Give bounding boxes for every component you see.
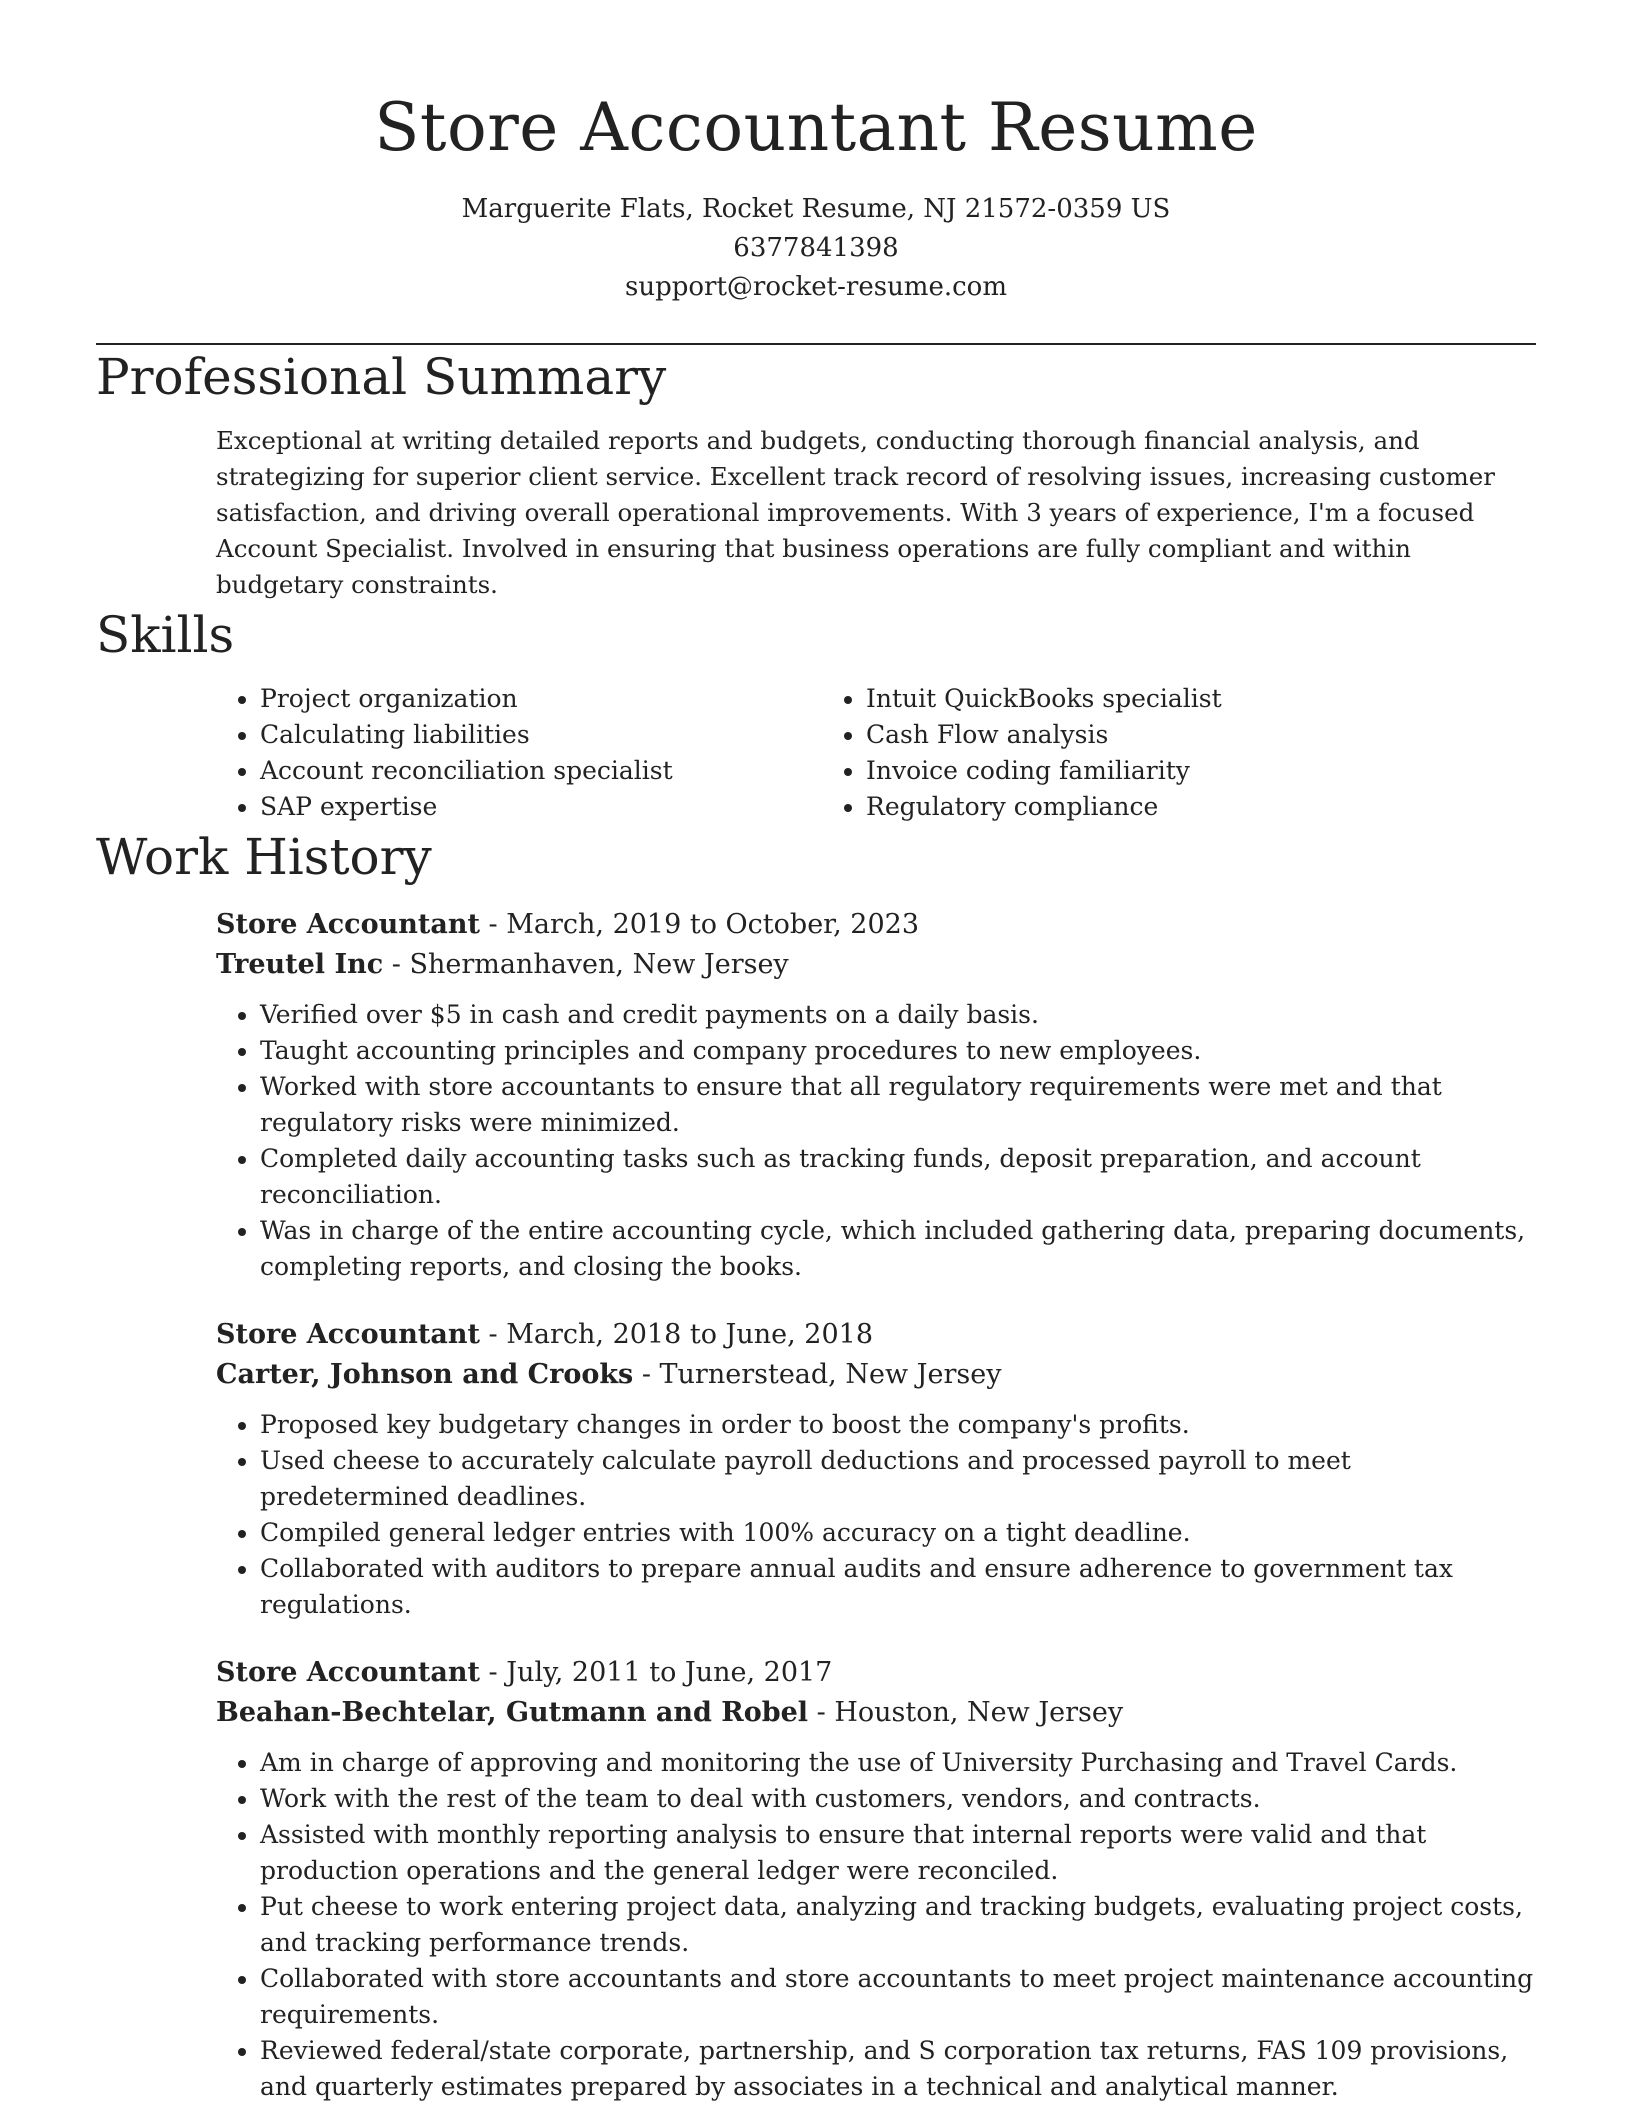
job-title-line	[216, 1315, 1536, 1355]
skill-item: • Project organization	[260, 681, 822, 717]
job-bullet: • Verified over $5 in cash and credit payments on a daily basis.	[260, 997, 1536, 1033]
job-entry	[216, 1653, 1536, 2105]
job-bullet: • Completed daily accounting tasks such as tracking funds, deposit preparation, and account reconciliation.	[260, 1141, 1536, 1213]
job-title-line	[216, 1653, 1536, 1693]
summary-text: Exceptional at writing detailed reports and budgets, conducting thorough financial analysis, and strategizing for superior client service. Excellent track record of resolving issues, increasing customer satisfaction, and driving overall operational improvements. With 3 years of experience, I'm a focused Account Specialist. Involved in ensuring that business operations are fully compliant and within budgetary constraints.	[216, 426, 1495, 599]
job-company: Treutel Inc	[216, 949, 384, 980]
job-dates: - March, 2019 to October, 2023	[479, 909, 919, 940]
job-bullet: • Was in charge of the entire accounting cycle, which included gathering data, preparing documents, completing reports, and closing the books.	[260, 1213, 1536, 1285]
job-location: - Shermanhaven, New Jersey	[383, 949, 789, 980]
skill-item: • Intuit QuickBooks specialist	[866, 681, 1428, 717]
resume-page	[96, 0, 1536, 2105]
job-entry	[216, 1315, 1536, 1623]
job-title: Store Accountant	[216, 1319, 480, 1350]
contact-email: support@rocket-resume.com	[624, 272, 1007, 302]
job-bullets	[216, 1407, 1536, 1623]
job-bullet: • Assisted with monthly reporting analysis to ensure that internal reports were valid and that production operations and the general ledger were reconciled.	[260, 1817, 1536, 1889]
job-bullet: • Worked with store accountants to ensure that all regulatory requirements were met and that regulatory risks were minimized.	[260, 1069, 1536, 1141]
skill-item: • Regulatory compliance	[866, 789, 1428, 825]
job-bullet: • Am in charge of approving and monitoring the use of University Purchasing and Travel Cards.	[260, 1745, 1536, 1781]
job-bullets	[216, 1745, 1536, 2105]
job-title-line	[216, 905, 1536, 945]
job-company-line	[216, 1693, 1536, 1733]
contact-phone: 6377841398	[733, 233, 899, 263]
job-company-line	[216, 945, 1536, 985]
job-title: Store Accountant	[216, 909, 480, 940]
skills-column-left	[216, 681, 822, 825]
job-bullet: • Collaborated with auditors to prepare annual audits and ensure adherence to government tax regulations.	[260, 1551, 1536, 1623]
job-bullet: • Reviewed federal/state corporate, partnership, and S corporation tax returns, FAS 109 provisions, and quarterly estimates prepared by associates in a technical and analytical manner.	[260, 2033, 1536, 2105]
job-company-line	[216, 1355, 1536, 1395]
job-company: Beahan-Bechtelar, Gutmann and Robel	[216, 1697, 809, 1728]
resume-header	[96, 0, 1536, 307]
skills-list	[216, 681, 1536, 825]
skills-column-right	[822, 681, 1428, 825]
job-bullet: • Proposed key budgetary changes in order to boost the company's profits.	[260, 1407, 1536, 1443]
job-entry	[216, 905, 1536, 1285]
skill-item: • SAP expertise	[260, 789, 822, 825]
job-bullets	[216, 997, 1536, 1285]
job-bullet: • Taught accounting principles and company procedures to new employees.	[260, 1033, 1536, 1069]
job-bullet: • Work with the rest of the team to deal with customers, vendors, and contracts.	[260, 1781, 1536, 1817]
skills-heading: Skills	[96, 606, 235, 664]
job-dates: - March, 2018 to June, 2018	[479, 1319, 874, 1350]
job-bullet: • Used cheese to accurately calculate payroll deductions and processed payroll to meet predetermined deadlines.	[260, 1443, 1536, 1515]
job-location: - Houston, New Jersey	[808, 1697, 1124, 1728]
job-bullet: • Collaborated with store accountants and store accountants to meet project maintenance accounting requirements.	[260, 1961, 1536, 2033]
job-bullet: • Compiled general ledger entries with 100% accuracy on a tight deadline.	[260, 1515, 1536, 1551]
contact-address: Marguerite Flats, Rocket Resume, NJ 21572-0359 US	[461, 194, 1171, 224]
skill-item: • Cash Flow analysis	[866, 717, 1428, 753]
job-dates: - July, 2011 to June, 2017	[479, 1657, 833, 1688]
skill-item: • Account reconciliation specialist	[260, 753, 822, 789]
summary-heading: Professional Summary	[96, 348, 667, 406]
contact-block	[96, 190, 1536, 307]
skill-item: • Calculating liabilities	[260, 717, 822, 753]
resume-title: Store Accountant Resume	[374, 89, 1258, 166]
skill-item: • Invoice coding familiarity	[866, 753, 1428, 789]
job-bullet: • Put cheese to work entering project data, analyzing and tracking budgets, evaluating project costs, and tracking performance trends.	[260, 1889, 1536, 1961]
job-location: - Turnerstead, New Jersey	[633, 1359, 1002, 1390]
work-history-heading: Work History	[96, 828, 432, 886]
job-company: Carter, Johnson and Crooks	[216, 1359, 634, 1390]
job-title: Store Accountant	[216, 1657, 480, 1688]
